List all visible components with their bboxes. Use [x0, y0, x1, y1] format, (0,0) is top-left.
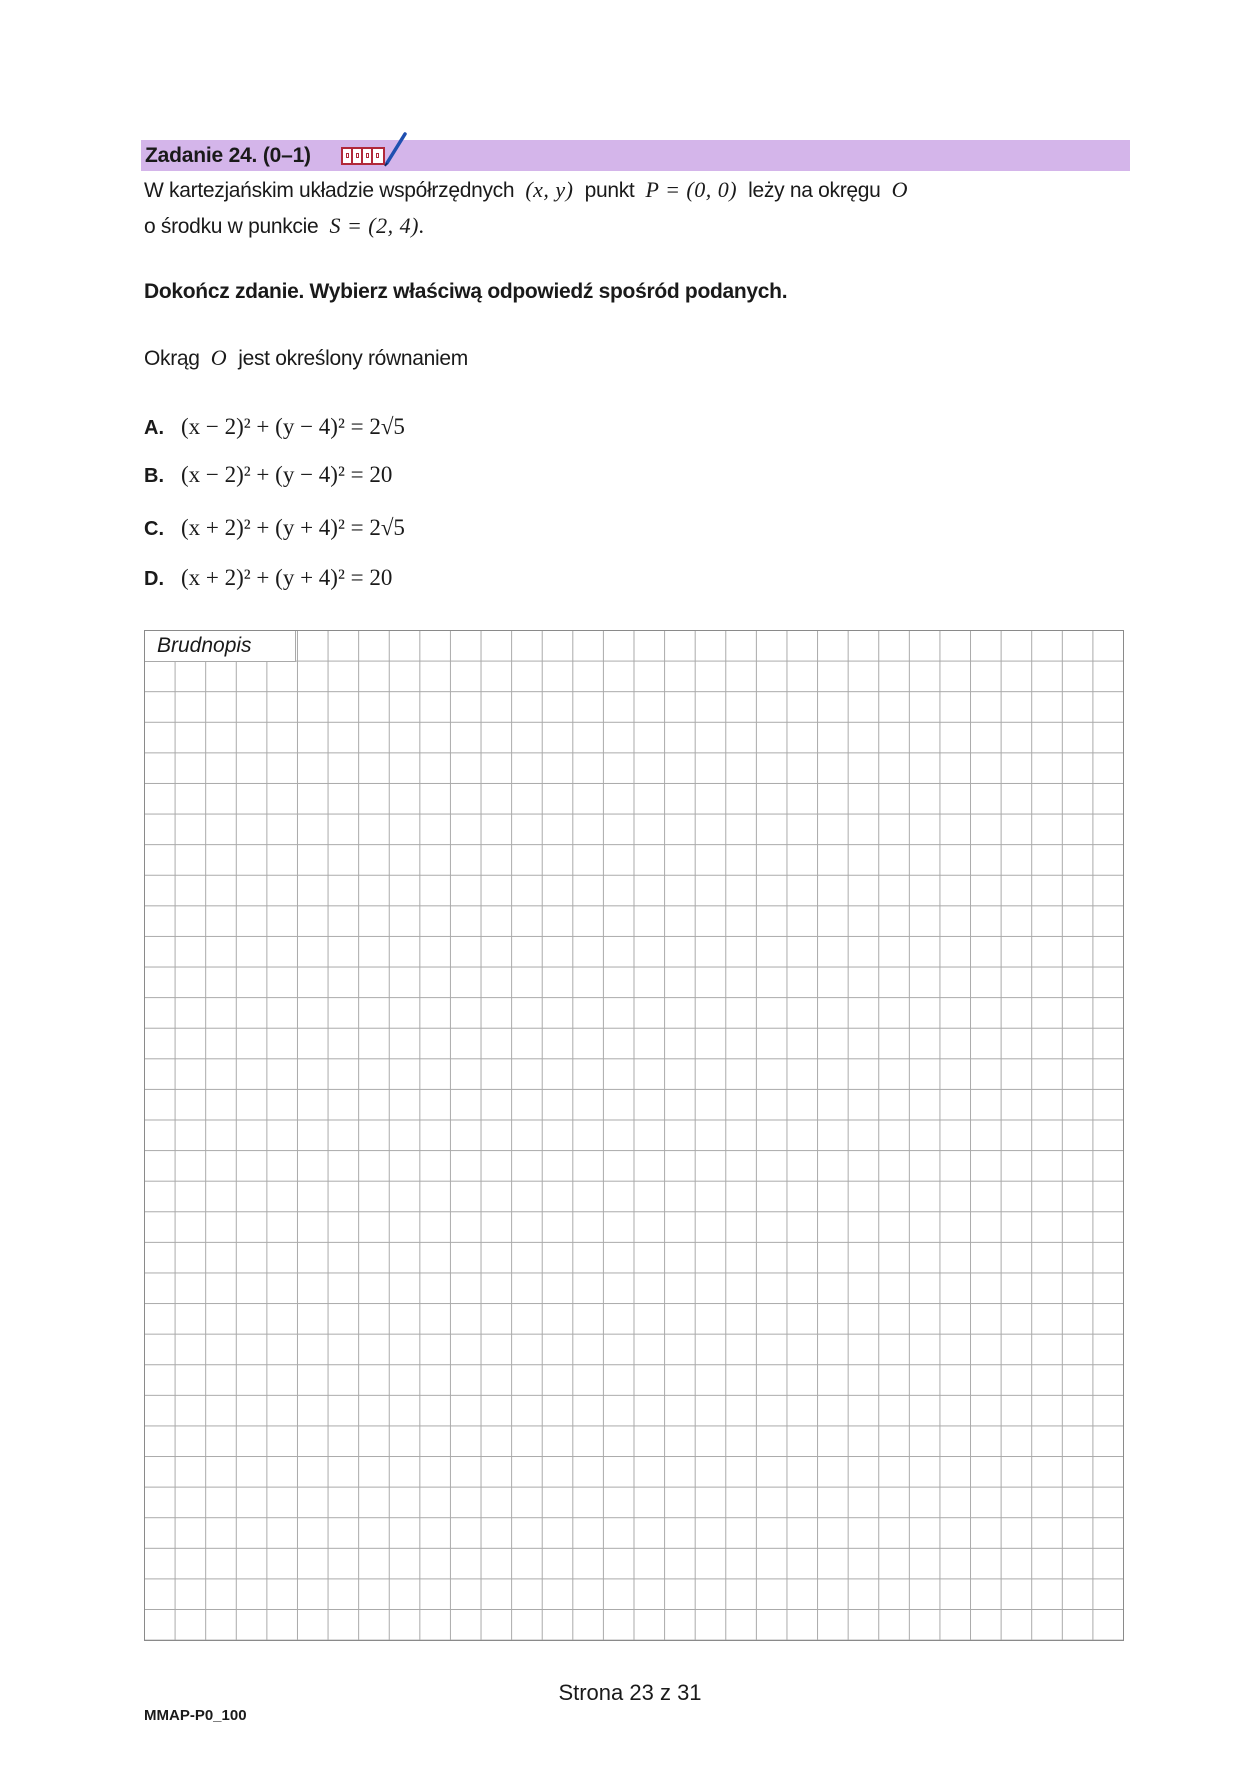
score-box[interactable]: [373, 149, 383, 163]
intro-text: o środku w punkcie: [144, 215, 319, 238]
instruction: Dokończ zdanie. Wybierz właściwą odpowiedź spośród podanych.: [144, 280, 788, 303]
math-point-p: P = (0, 0): [645, 177, 738, 202]
intro-text: leży na okręgu: [748, 179, 881, 202]
math-circle-o: O: [891, 177, 909, 202]
option-letter: C.: [144, 518, 164, 540]
option-equation: (x − 2)² + (y − 4)² = 2√5: [181, 414, 405, 439]
scratchpad-grid[interactable]: [144, 630, 1124, 1641]
scratchpad-label: Brudnopis: [145, 631, 296, 662]
intro-line-1: [144, 176, 908, 205]
option-letter: B.: [144, 465, 164, 487]
option-letter: D.: [144, 568, 164, 590]
intro-line-2: [144, 212, 425, 241]
option-letter: A.: [144, 417, 164, 439]
stem-text: jest określony równaniem: [238, 347, 468, 370]
score-box[interactable]: [363, 149, 373, 163]
option-equation: (x − 2)² + (y − 4)² = 20: [181, 462, 393, 487]
pen-icon: [383, 131, 409, 167]
score-boxes[interactable]: [341, 147, 385, 165]
intro-text: W kartezjańskim układzie współrzędnych: [144, 179, 515, 202]
option-a[interactable]: [144, 414, 405, 440]
option-c[interactable]: [144, 515, 405, 541]
math-center-s: S = (2, 4).: [329, 213, 425, 238]
option-equation: (x + 2)² + (y + 4)² = 2√5: [181, 515, 405, 540]
stem-text: Okrąg: [144, 347, 200, 370]
option-b[interactable]: [144, 462, 392, 488]
option-equation: (x + 2)² + (y + 4)² = 20: [181, 565, 393, 590]
question-stem: [144, 344, 468, 373]
math-xy: (x, y): [525, 177, 574, 202]
math-circle-o: O: [210, 345, 228, 370]
intro-text: punkt: [584, 179, 635, 202]
exam-code: MMAP-P0_100: [144, 1707, 247, 1724]
score-box[interactable]: [343, 149, 353, 163]
task-title: Zadanie 24. (0–1): [145, 143, 311, 167]
page-number: Strona 23 z 31: [558, 1680, 702, 1705]
option-d[interactable]: [144, 565, 392, 591]
task-header: [141, 140, 1130, 171]
score-box[interactable]: [353, 149, 363, 163]
